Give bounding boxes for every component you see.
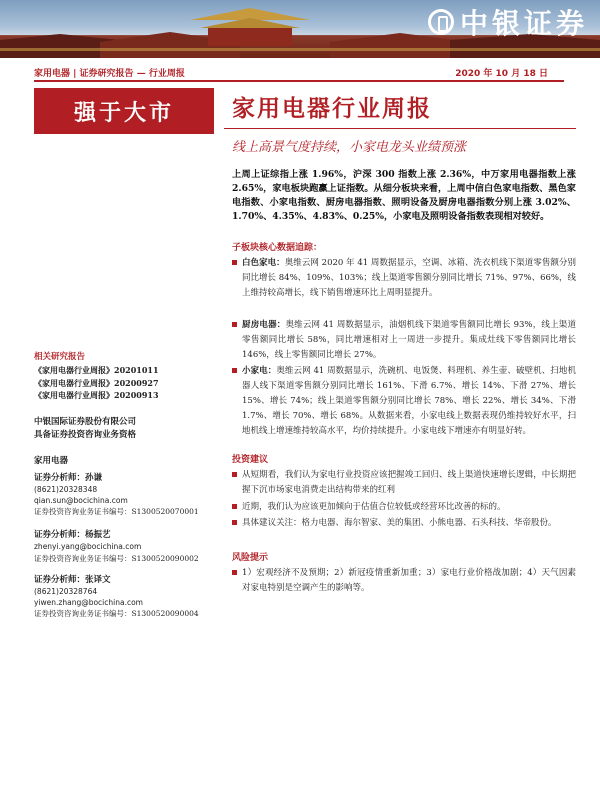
brand-logo <box>428 4 588 40</box>
report-title: 家用电器行业周报 <box>232 95 432 122</box>
bullet-text: 奥维云网 2020 年 41 周数据显示，空调、冰箱、洗衣机线下渠道零售额分别同比增长 84%、109%、103%；线上渠道零售额分别同比增长 71%、97%、66%，线上维持较高增长，线下销售增速环比上周明显提升。 <box>242 258 576 298</box>
analyst-cert: 证券投资咨询业务证书编号：S1300520090004 <box>34 609 199 618</box>
sector-label: 家用电器 <box>34 456 69 466</box>
report-subtitle: 线上高景气度持续，小家电龙头业绩预涨 <box>232 140 467 155</box>
analyst-cert: 证券投资咨询业务证书编号：S1300520070001 <box>34 507 199 516</box>
bullet-square-icon <box>232 260 237 265</box>
bullet-lead: 厨房电器： <box>242 320 286 330</box>
analyst-name: 证券分析师：张译文 <box>34 575 111 585</box>
analyst-name: 证券分析师：孙谦 <box>34 473 103 483</box>
related-report-item: 《家用电器行业周报》20200913 <box>34 390 159 400</box>
bullet-item <box>232 500 576 515</box>
analyst-block <box>34 529 224 565</box>
sidebar <box>34 88 224 618</box>
bullet-text: 具体建议关注：格力电器、海尔智家、美的集团、小熊电器、石头科技、华帝股份。 <box>242 518 557 528</box>
analyst-email: yiwen.zhang@bocichina.com <box>34 597 143 607</box>
bullet-square-icon <box>232 368 237 373</box>
report-category: 家用电器 | 证券研究报告 — 行业周报 <box>34 69 185 79</box>
analyst-block <box>34 472 224 518</box>
analyst-cert: 证券投资咨询业务证书编号：S1300520090002 <box>34 553 199 563</box>
analyst-email: qian.sun@bocichina.com <box>34 495 128 505</box>
bullet-lead: 小家电： <box>242 366 277 376</box>
palace-hall-illustration <box>180 6 320 46</box>
rating-badge: 强于大市 <box>34 88 214 134</box>
analyst-email: zhenyi.yang@bocichina.com <box>34 542 142 551</box>
related-report-item: 《家用电器行业周报》20200927 <box>34 377 159 388</box>
bullet-square-icon <box>232 472 237 477</box>
related-research-list <box>34 364 219 402</box>
bullet-item <box>232 256 576 301</box>
bullet-text: 近期，我们认为应该更加倾向于估值合位较低或经营环比改善的标的。 <box>242 502 506 512</box>
brand-name: 中银证券 <box>459 7 588 40</box>
data-section-title: 子板块核心数据追踪： <box>232 243 323 253</box>
bullet-square-icon <box>232 520 237 525</box>
bullet-text: 从短期看，我们认为家电行业投资应该把握竣工回归、线上渠道快速增长逻辑，中长期把握下沉市场家电消费走出结构带来的红利 <box>242 470 576 495</box>
related-report-item: 《家用电器行业周报》20201011 <box>34 365 159 375</box>
title-divider <box>224 128 576 129</box>
bullet-text: 奥维云网 41 周数据显示，油烟机线下渠道零售额同比增长 93%，线上渠道零售额同比增长 58%，同比增速相对上一周进一步提升。集成灶线下零售额同比增长 146%，线上零售额同比增长 27%。 <box>242 320 576 360</box>
analyst-phone: (8621)20328764 <box>34 587 98 596</box>
analyst-phone: (8621)20328348 <box>34 485 98 494</box>
related-research-title: 相关研究报告 <box>34 352 86 362</box>
advice-section-title: 投资建议 <box>232 455 269 465</box>
bullet-text: 奥维云网 41 周数据显示，洗碗机、电饭煲、料理机、养生壶、破壁机、扫地机器人线下渠道零售额分别同比增长 161%、下滑 6.7%、增长 14%、下滑 27%、增长 15%、增长 74%；线上渠道零售额分别同比增长 78%、增长 22%、增长 34%、下滑 1.7%、增长 70%、增长 68%。从数据来看，小家电线上数据表现仍维持较好水平，扫地机线上增速维持较高水平，均价持续提升。小家电线下增速亦有明显好转。 <box>242 366 576 436</box>
bullet-item <box>232 364 576 439</box>
bullet-lead: 白色家电： <box>242 258 285 268</box>
bullet-item <box>232 516 576 531</box>
risk-section-title: 风险提示 <box>232 553 269 563</box>
bullet-square-icon <box>232 504 237 509</box>
analyst-block <box>34 574 224 620</box>
analyst-name: 证券分析师：杨振艺 <box>34 530 111 540</box>
boc-logo-icon <box>428 9 454 35</box>
bullet-item <box>232 318 576 363</box>
bullet-square-icon <box>232 322 237 327</box>
company-name: 中银国际证券股份有限公司 具备证券投资咨询业务资格 <box>34 417 137 440</box>
summary-paragraph: 上周上证综指上涨 1.96%，沪深 300 指数上涨 2.36%，中万家用电器指数上涨 2.65%，家电板块跑赢上证指数。从细分板块来看，上周中信白色家电指数、黑色家电指数、小家电指数、厨房电器指数、照明设备及厨房电器指数分别上涨 3.02%、1.70%、4.35%、4.83%、0.25%，小家电及照明设备指数表现相对较好。 <box>232 169 576 222</box>
info-bar <box>34 64 564 82</box>
header-banner <box>0 0 600 58</box>
bullet-item <box>232 566 576 596</box>
bullet-item <box>232 468 576 498</box>
bullet-text: 1）宏观经济不及预期；2）新冠疫情重新加重；3）家电行业价格战加剧；4）天气因素对家电特别是空调产生的影响等。 <box>242 568 576 593</box>
report-date: 2020 年 10 月 18 日 <box>455 69 548 79</box>
bullet-square-icon <box>232 570 237 575</box>
